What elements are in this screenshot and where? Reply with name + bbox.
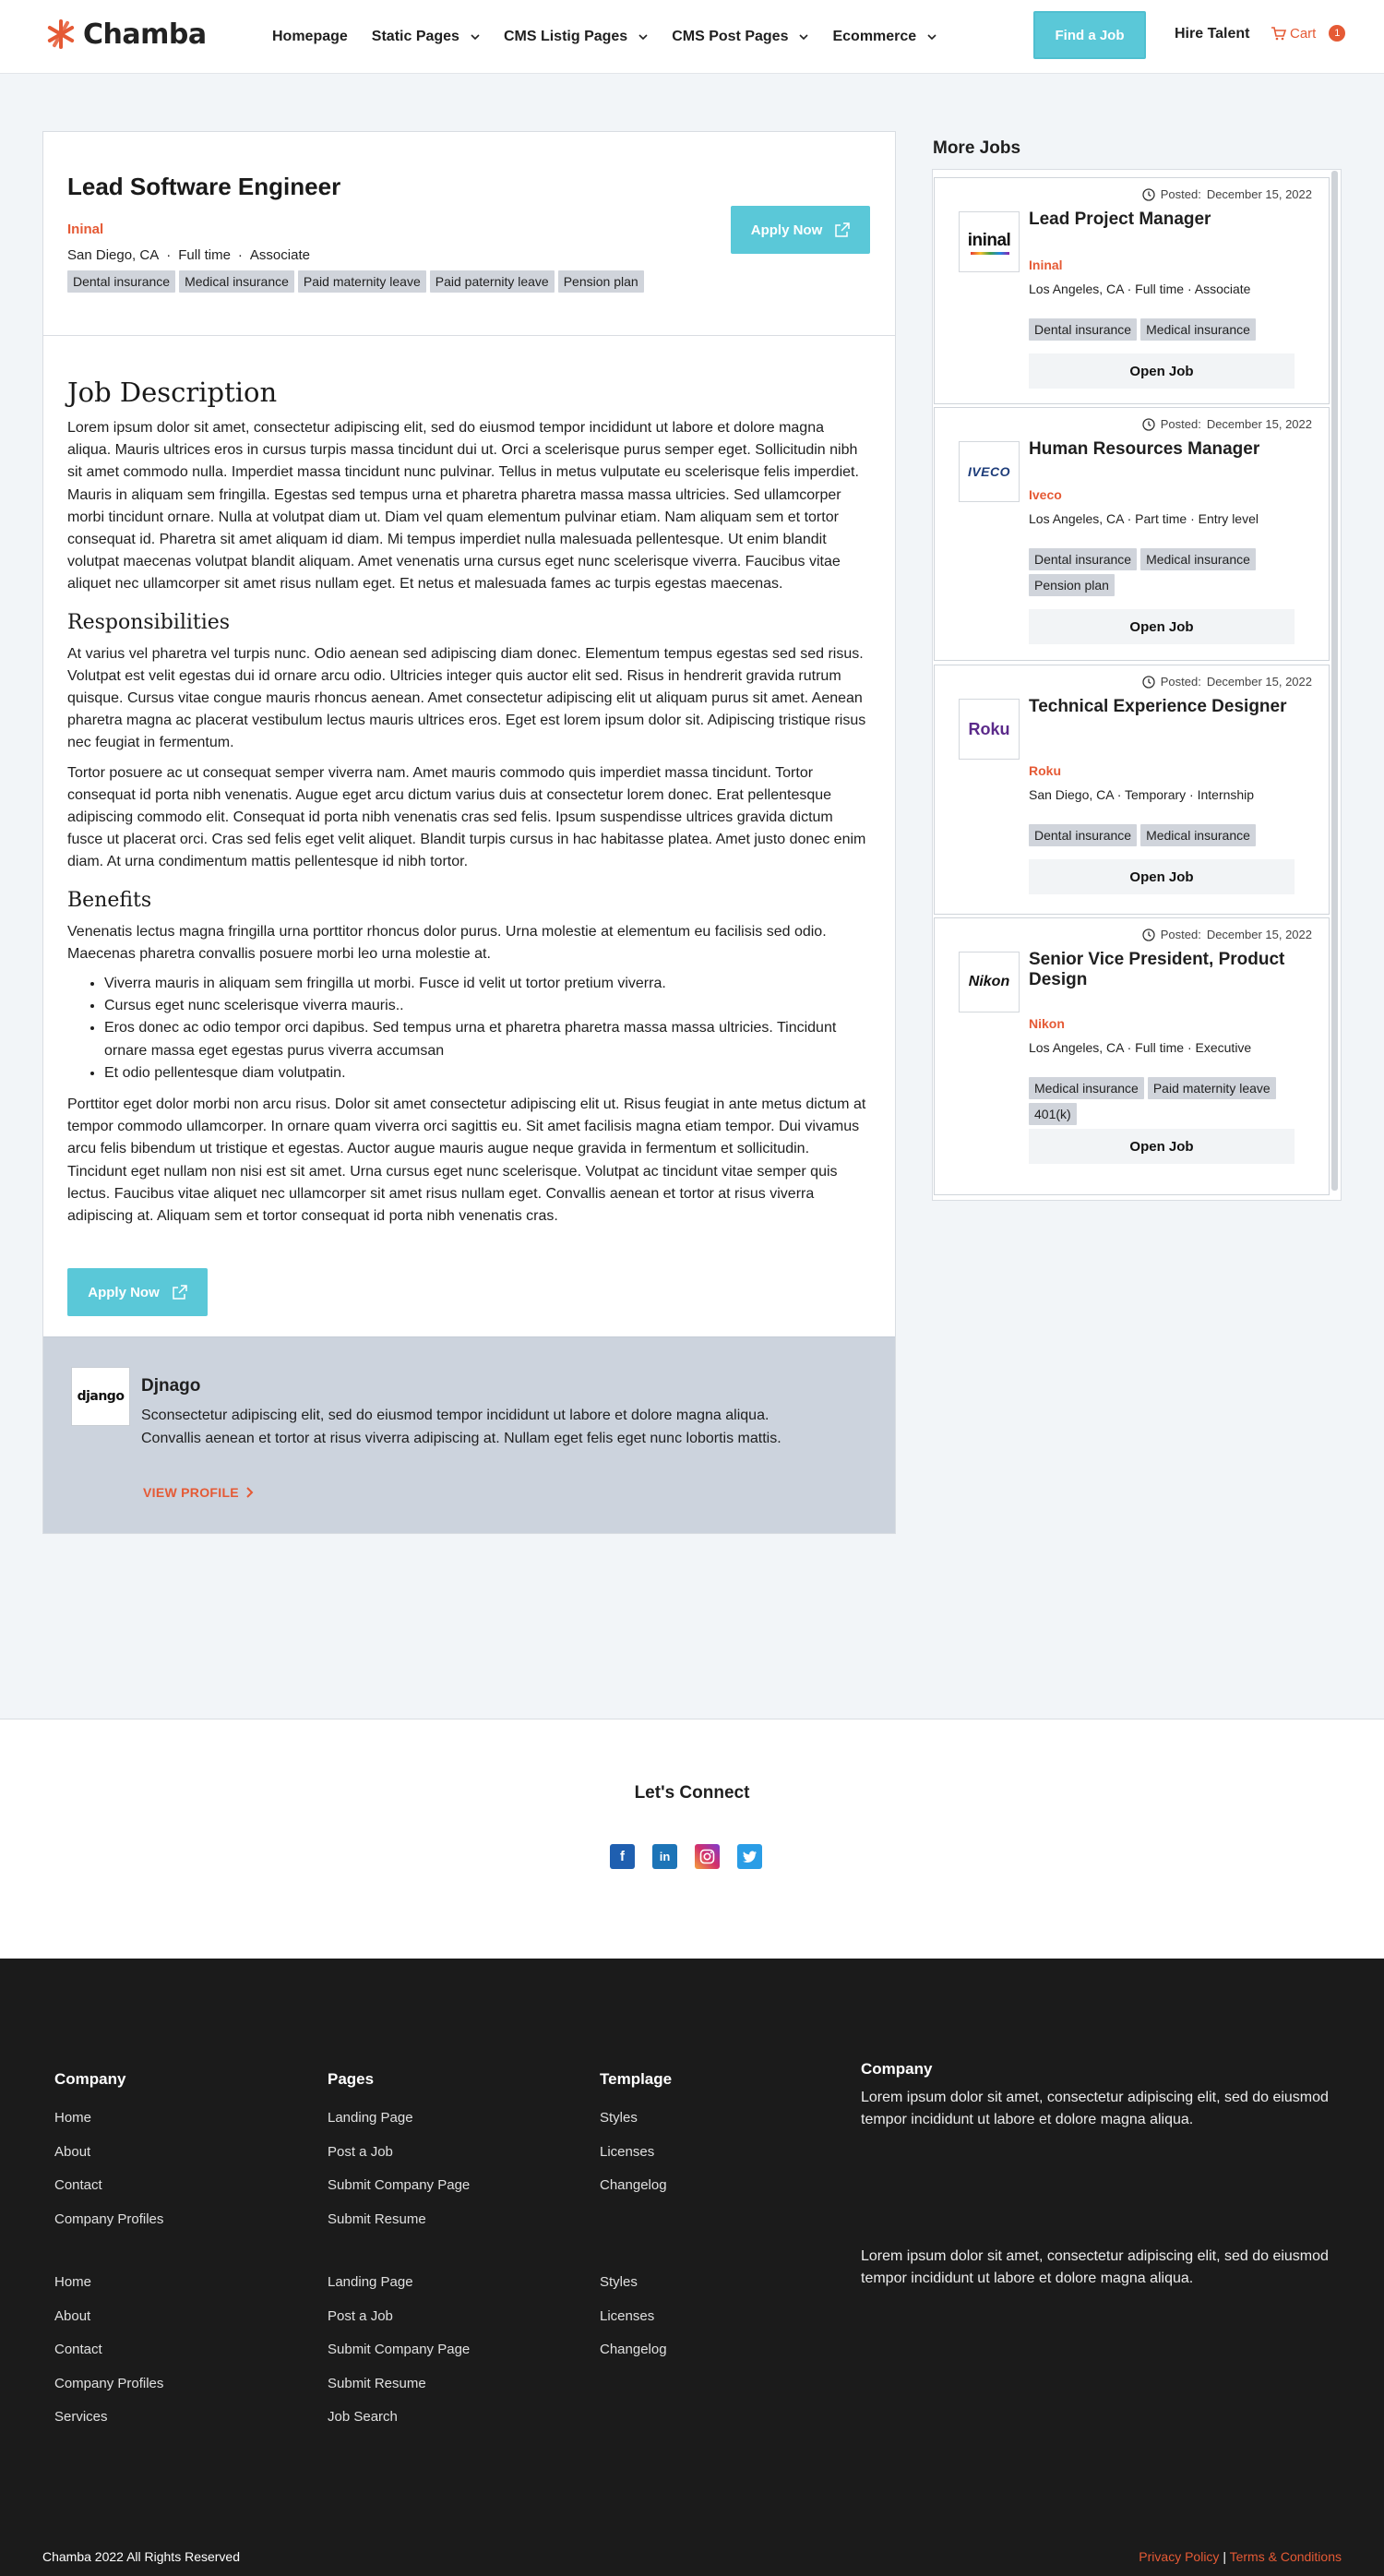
meta-separator: · (237, 247, 243, 263)
more-job-company: Roku (1029, 763, 1061, 778)
job-tag: Medical insurance (1140, 318, 1256, 341)
posted-date (1142, 417, 1312, 431)
clock-icon (1142, 188, 1155, 201)
more-job-tags (1029, 1077, 1306, 1125)
open-job-button[interactable]: Open Job (1029, 859, 1295, 894)
chevron-down-icon (799, 32, 808, 42)
brand-name: Chamba (83, 18, 207, 51)
more-job-title[interactable]: Lead Project Manager (1029, 210, 1211, 229)
job-description-text: Lorem ipsum dolor sit amet, consectetur adipiscing elit, sed do eiusmod tempor incididunt ut labore et dolore magna aliqua. Mauris ultrices eros in cursus turpis massa tincidunt dui ut. Orci a scelerisque purus semper eget. Sollicitudin nibh sit amet commodo nulla. Imperdiet massa tincidunt nunc pulvinar. Tellus in metus vulputate eu scelerisque felis imperdiet. Mauris in aliquam sem fringilla. Egestas sed tempus urna et pharetra pharetra massa massa ultricies. Sed ullamcorper morbi tincidunt ornare. Nulla at volutpat diam ut. Diam vel quam elementum pulvinar etiam. Nam aliquam sem et tortor consequat id. Pharetra sit amet aliquam id diam. Mi tempus imperdiet nulla malesuada pellentesque. Ut enim blandit volutpat maecenas volutpat blandit aliquam. Amet venenatis urna cursus eget nunc scelerisque viverra. Faucibus vitae aliquet nec ullamcorper sit amet risus nullam eget. Et netus et malesuada fames ac turpis egestas maecenas. (67, 420, 859, 593)
connect-section (0, 1719, 1384, 1959)
company-logo (71, 1367, 130, 1426)
posted-date (1142, 675, 1312, 689)
benefits-outro: Porttitor eget dolor morbi non arcu risus. Dolor sit amet consectetur adipiscing elit ut. Risus feugiat in ante metus dictum at tempor commodo ullamcorper. In ornare quam viverra orci sagittis eu. Sit amet facilisis magna etiam tempor. Dui vivamus arcu felis bibendum ut tristique et egestas. Auctor augue mauris augue neque gravida in fermentum et sollicitudin. Tincidunt eget nullam non nisi est sit amet. Urna cursus eget nunc scelerisque. Volutpat ac tincidunt vitae semper quis lectus. Faucibus vitae aliquet nec ullamcorper sit amet risus nullam eget. Convallis aenean et tortor at risus viverra adipiscing at. Aliquam sem et tortor consequat id porta nibh venenatis cras. (67, 1096, 866, 1225)
responsibilities-text-1: At varius vel pharetra vel turpis nunc. Odio aenean sed adipiscing diam donec. Elementum tempus egestas sed sed risus. Volutpat est velit egestas dui id ornare arcu odio. Ultricies integer quis auctor elit sed. Risus in hendrerit gravida rutrum quisque. Cursus vitae congue mauris rhoncus aenean. Amet consectetur adipiscing elit ut aliquam purus sit amet. Aenean pharetra magna ac placerat vestibulum lectus mauris ultrices eros. Eget est lorem ipsum dolor sit. Adipiscing tristique risus nec feugiat in fermentum. (67, 645, 866, 751)
job-type: Full time (178, 247, 231, 263)
open-job-button[interactable]: Open Job (1029, 353, 1295, 389)
footer-link-about[interactable]: About (54, 2143, 91, 2160)
footer-col-template (600, 2070, 672, 2211)
social-links (610, 1844, 762, 1869)
more-job-card[interactable] (934, 177, 1330, 404)
facebook-icon[interactable]: f (610, 1844, 635, 1869)
benefit-item: • Et odio pellentesque diam volutpatin. (104, 1062, 871, 1084)
view-profile-label: VIEW PROFILE (143, 1485, 239, 1501)
job-tag: Dental insurance (67, 270, 175, 293)
company-profile (43, 1336, 895, 1533)
more-job-company: Iveco (1029, 487, 1062, 502)
footer-link-company-profiles[interactable]: Company Profiles (54, 2211, 164, 2227)
legal-links (1139, 2549, 1342, 2564)
more-job-title[interactable]: Senior Vice President, Product Design (1029, 950, 1285, 989)
job-title: Lead Software Engineer (67, 173, 341, 200)
footer-company-text-2: Lorem ipsum dolor sit amet, consectetur adipiscing elit, sed do eiusmod tempor incididunt ut labore et dolore magna aliqua. (861, 2248, 1329, 2286)
nav-item-homepage[interactable] (272, 29, 348, 45)
footer-link-submit-company-page[interactable]: Submit Company Page (328, 2177, 471, 2193)
more-jobs-scrollbar[interactable] (1331, 171, 1338, 1191)
meta-separator: · (166, 247, 172, 263)
more-job-tags (1029, 318, 1306, 341)
footer-link-post-a-job[interactable]: Post a Job (328, 2143, 393, 2160)
chevron-down-icon (638, 32, 648, 42)
job-tag: Paid maternity leave (1148, 1077, 1276, 1099)
nav-item-label: Static Pages (371, 29, 459, 44)
company-logo (959, 441, 1020, 502)
job-description-heading: Job Description (67, 377, 278, 408)
company-logo (959, 211, 1020, 272)
nav-item-label: CMS Listig Pages (503, 29, 628, 44)
copyright: Chamba 2022 All Rights Reserved (42, 2549, 241, 2564)
footer-link-licenses[interactable]: Licenses (600, 2143, 655, 2160)
brand-logo[interactable] (44, 18, 207, 51)
job-tag: Dental insurance (1029, 548, 1137, 570)
site-header (0, 0, 1384, 74)
footer-link-services[interactable]: Services (54, 2409, 108, 2425)
footer-col-pages-2 (328, 2273, 470, 2442)
footer-link-changelog[interactable]: Changelog (600, 2177, 667, 2193)
benefit-item: • Cursus eget nunc scelerisque viverra mauris.. (104, 995, 871, 1017)
posted-label: Posted: (1160, 928, 1201, 941)
footer-link-styles[interactable]: Styles (600, 2274, 638, 2290)
posted-value: December 15, 2022 (1206, 187, 1312, 201)
more-jobs-heading: More Jobs (933, 138, 1021, 158)
job-tag: Medical insurance (179, 270, 294, 293)
job-tag: Pension plan (1029, 574, 1115, 596)
find-job-button[interactable]: Find a Job (1033, 11, 1146, 59)
footer-col-title: Company (54, 2070, 126, 2088)
cart-count-badge: 1 (1329, 25, 1345, 42)
company-logo-text: Roku (968, 719, 1010, 738)
benefits-heading: Benefits (67, 888, 152, 912)
company-description: Sconsectetur adipiscing elit, sed do eiusmod tempor incididunt ut labore et dolore magna aliqua. Convallis aenean et tortor at risus viverra adipiscing at. Nullam eget felis eget nunc lobortis mattis. (141, 1408, 781, 1447)
job-detail-card (42, 131, 896, 1534)
responsibilities-text-2: Tortor posuere ac ut consequat semper viverra nam. Amet mauris commodo quis imperdiet massa tincidunt. Tortor consequat id porta nibh venenatis. Augue eget arcu dictum varius duis at consectetur lorem donec. Erat pellentesque adipiscing commodo elit. Consequat id porta nibh venenatis cras sed felis. Ipsum suspendisse ultrices gravida dictum fusce ut placerat orci. Cras sed felis eget velit aliquet. Blandit turpis cursus in hac habitasse platea. Amet justo donec enim diam. At urna condimentum mattis pellentesque id nibh tortor. (67, 764, 866, 870)
job-tag: Medical insurance (1140, 824, 1256, 846)
cart-link[interactable] (1271, 25, 1345, 42)
footer-company-text-1: Lorem ipsum dolor sit amet, consectetur adipiscing elit, sed do eiusmod tempor incididunt ut labore et dolore magna aliqua. (861, 2090, 1329, 2127)
apply-now-button-bottom[interactable] (67, 1268, 208, 1316)
apply-now-label: Apply Now (88, 1284, 160, 1300)
more-job-card[interactable] (934, 665, 1330, 915)
job-meta (67, 247, 310, 263)
company-logo (959, 952, 1020, 1012)
posted-date (1142, 928, 1312, 941)
footer-link-home[interactable]: Home (54, 2274, 92, 2290)
nav-item-cms-post-pages[interactable] (672, 29, 808, 45)
posted-value: December 15, 2022 (1206, 928, 1312, 941)
django-logo-icon: django (77, 1389, 125, 1405)
more-job-meta: Los Angeles, CA · Full time · Executive (1029, 1040, 1252, 1055)
apply-now-label: Apply Now (750, 222, 823, 238)
footer-link-job-search[interactable]: Job Search (328, 2409, 398, 2425)
posted-label: Posted: (1160, 675, 1201, 689)
instagram-icon[interactable] (695, 1844, 720, 1869)
chevron-right-icon (246, 1487, 254, 1498)
benefit-item: • Eros donec ac odio tempor orci dapibus. Sed tempus urna et pharetra pharetra massa massa ultricies. Tincidunt ornare massa eget egestas purus viverra accumsan (104, 1017, 871, 1061)
company-logo-text: IVECO (967, 464, 1011, 479)
company-name: Djnago (141, 1376, 201, 1396)
footer-company-title: Company (861, 2060, 933, 2078)
footer-link-landing-page[interactable]: Landing Page (328, 2274, 413, 2290)
main-nav (272, 0, 960, 74)
footer-link-home[interactable]: Home (54, 2110, 92, 2126)
site-footer (0, 1959, 1384, 2576)
job-tag: 401(k) (1029, 1103, 1077, 1125)
cart-label: Cart (1290, 25, 1317, 42)
footer-col-title: Pages (328, 2070, 375, 2088)
footer-link-post-a-job[interactable]: Post a Job (328, 2307, 393, 2324)
more-job-company: Nikon (1029, 1016, 1065, 1031)
nav-item-cms-listig-pages[interactable] (504, 29, 648, 45)
job-body (43, 336, 895, 1336)
benefits-list (104, 973, 871, 1084)
more-job-meta: San Diego, CA · Temporary · Internship (1029, 787, 1255, 802)
linkedin-icon[interactable]: in (652, 1844, 677, 1869)
posted-date (1142, 187, 1312, 201)
footer-link-company-profiles[interactable]: Company Profiles (54, 2375, 164, 2391)
more-job-meta: Los Angeles, CA · Part time · Entry level (1029, 511, 1259, 526)
job-header (43, 132, 895, 336)
footer-link-styles[interactable]: Styles (600, 2110, 638, 2126)
responsibilities-heading: Responsibilities (67, 610, 231, 634)
footer-col-company-2 (54, 2273, 163, 2442)
job-tag: Medical insurance (1029, 1077, 1144, 1099)
footer-link-about[interactable]: About (54, 2307, 91, 2324)
company-logo-text: ininal (967, 230, 1011, 250)
footer-link-submit-company-page[interactable]: Submit Company Page (328, 2342, 471, 2357)
ininal-color-bar-icon (971, 252, 1009, 255)
job-tags (67, 270, 644, 293)
footer-col-title: Templage (600, 2070, 673, 2088)
nav-item-label: CMS Post Pages (672, 29, 789, 44)
job-tag: Pension plan (558, 270, 644, 293)
footer-link-contact[interactable]: Contact (54, 2342, 102, 2357)
nav-item-ecommerce[interactable] (832, 29, 937, 45)
job-level: Associate (249, 247, 310, 263)
nav-item-label: Ecommerce (832, 29, 917, 44)
footer-link-submit-resume[interactable]: Submit Resume (328, 2375, 426, 2391)
nav-item-label: Homepage (272, 29, 348, 44)
cart-icon (1271, 27, 1286, 41)
footer-link-landing-page[interactable]: Landing Page (328, 2110, 413, 2126)
posted-label: Posted: (1160, 417, 1201, 431)
main-content (0, 74, 1384, 1719)
more-job-card[interactable] (934, 407, 1330, 661)
terms-link[interactable]: Terms & Conditions (1229, 2549, 1342, 2564)
company-logo-text: Nikon (968, 974, 1010, 989)
privacy-policy-link[interactable]: Privacy Policy (1139, 2549, 1220, 2564)
more-job-company: Ininal (1029, 258, 1063, 272)
footer-link-changelog[interactable]: Changelog (600, 2342, 667, 2357)
footer-col-company (54, 2070, 163, 2244)
more-job-tags (1029, 548, 1306, 596)
connect-heading: Let's Connect (634, 1783, 750, 1803)
hire-talent-link[interactable]: Hire Talent (1175, 26, 1250, 42)
view-profile-link[interactable] (143, 1485, 254, 1500)
benefits-intro: Venenatis lectus magna fringilla urna porttitor rhoncus dolor purus. Urna molestie at elementum eu facilisis sed odio. Maecenas pharetra convallis posuere morbi leo urna molestie at. (67, 923, 827, 962)
posted-label: Posted: (1160, 187, 1201, 201)
external-link-icon (173, 1285, 187, 1300)
clock-icon (1142, 418, 1155, 431)
job-tag: Paid paternity leave (430, 270, 555, 293)
more-job-card[interactable] (934, 917, 1330, 1195)
open-job-button[interactable]: Open Job (1029, 609, 1295, 644)
apply-now-button[interactable] (731, 206, 870, 254)
posted-value: December 15, 2022 (1206, 675, 1312, 689)
job-tag: Medical insurance (1140, 548, 1256, 570)
job-location: San Diego, CA (67, 247, 160, 263)
footer-link-submit-resume[interactable]: Submit Resume (328, 2211, 426, 2227)
footer-link-contact[interactable]: Contact (54, 2177, 102, 2193)
twitter-icon[interactable] (737, 1844, 762, 1869)
clock-icon (1142, 929, 1155, 941)
footer-col-template-2 (600, 2273, 667, 2375)
more-job-meta: Los Angeles, CA · Full time · Associate (1029, 282, 1251, 296)
clock-icon (1142, 676, 1155, 689)
footer-link-licenses[interactable]: Licenses (600, 2307, 655, 2324)
more-job-title[interactable]: Technical Experience Designer (1029, 697, 1287, 716)
open-job-button[interactable]: Open Job (1029, 1129, 1295, 1164)
job-company[interactable]: Ininal (67, 222, 104, 237)
asterisk-logo-icon (44, 18, 78, 51)
job-tag: Dental insurance (1029, 824, 1137, 846)
more-job-title[interactable]: Human Resources Manager (1029, 439, 1260, 459)
job-tag: Dental insurance (1029, 318, 1137, 341)
chevron-down-icon (927, 32, 937, 42)
external-link-icon (835, 222, 850, 237)
legal-separator: | (1223, 2549, 1226, 2564)
footer-col-pages (328, 2070, 470, 2244)
benefit-item: • Viverra mauris in aliquam sem fringilla ut morbi. Fusce id velit ut tortor pretium viverra. (104, 973, 871, 995)
nav-item-static-pages[interactable] (372, 29, 480, 45)
more-job-tags (1029, 824, 1306, 846)
chevron-down-icon (471, 32, 480, 42)
company-logo (959, 699, 1020, 760)
job-tag: Paid maternity leave (298, 270, 426, 293)
apply-bottom-wrap (67, 1235, 871, 1336)
posted-value: December 15, 2022 (1206, 417, 1312, 431)
